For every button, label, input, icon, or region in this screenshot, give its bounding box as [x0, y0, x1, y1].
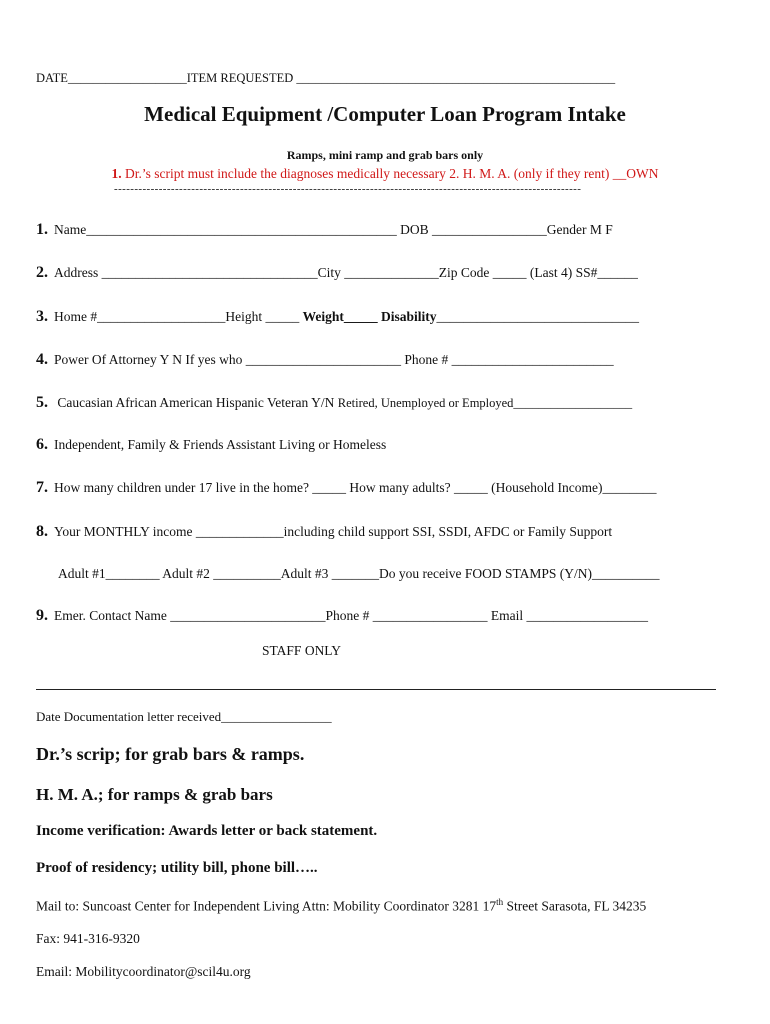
mail-sup: th [496, 897, 504, 907]
field-home-height-weight[interactable] [36, 308, 639, 326]
q5-a: Caucasian African American Hispanic Veteran Y/N [54, 395, 338, 410]
mail-before: Mail to: Suncoast Center for Independent Living Attn: Mobility Coordinator 3281 17 [36, 898, 497, 914]
note-hma: H. M. A.; for ramps & grab bars [36, 785, 273, 804]
separator: ------------------------------------------------------------------------------------------------------------------- [114, 183, 582, 195]
note-income-verification: Income verification: Awards letter or back statement. [36, 823, 378, 839]
field-name-dob-gender[interactable] [36, 221, 613, 239]
field-ethnicity-status[interactable] [36, 394, 632, 412]
q3-a: Home #___________________Height _____ [54, 309, 303, 324]
q7-text: How many children under 17 live in the home? _____ How many adults? _____ (Household Income)________ [54, 480, 657, 495]
fax-number: Fax: 941-316-9320 [36, 931, 140, 946]
date-item-line[interactable]: DATE___________________ITEM REQUESTED ___________________________________________________ [36, 71, 616, 85]
q5-num: 5. [36, 394, 48, 411]
field-emergency-contact[interactable] [36, 607, 648, 625]
q4-text: Power Of Attorney Y N If yes who _______________________ Phone # ________________________ [54, 352, 614, 367]
q7-num: 7. [36, 479, 48, 496]
q8-num: 8. [36, 523, 48, 540]
q4-num: 4. [36, 351, 48, 368]
note-proof-residency: Proof of residency; utility bill, phone bill….. [36, 860, 318, 876]
field-power-of-attorney[interactable] [36, 351, 614, 369]
q1-num: 1. [36, 221, 48, 238]
staff-only-label: STAFF ONLY [262, 643, 341, 658]
field-household[interactable] [36, 479, 657, 497]
mail-after: Street Sarasota, FL 34235 [503, 898, 647, 914]
requirement-text: Dr.’s script must include the diagnoses medically necessary 2. H. M. A. (only if they rent) __OWN [121, 166, 659, 181]
q1-text: Name______________________________________________ DOB _________________Gender M F [54, 222, 613, 237]
subtitle: Ramps, mini ramp and grab bars only [286, 148, 484, 162]
email-address[interactable]: Email: Mobilitycoordinator@scil4u.org [36, 964, 251, 979]
field-address[interactable] [36, 264, 638, 282]
q6-num: 6. [36, 436, 48, 453]
q9-text: Emer. Contact Name _______________________Phone # _________________ Email __________________ [54, 608, 648, 623]
q6-text: Independent, Family & Friends Assistant Living or Homeless [54, 437, 387, 452]
page-title: Medical Equipment /Computer Loan Program Intake [144, 102, 626, 126]
q2-text: Address ________________________________City ______________Zip Code _____ (Last 4) SS#______ [54, 265, 638, 280]
mail-address [36, 897, 646, 915]
note-dr-script: Dr.’s scrip; for grab bars & ramps. [36, 744, 305, 764]
q3-b: Weight_____ Disability [302, 309, 437, 324]
q5-b: Retired, Unemployed or Employed___________________ [337, 396, 633, 410]
q9-num: 9. [36, 607, 48, 624]
requirement-num: 1. [111, 166, 122, 181]
field-monthly-income[interactable] [36, 523, 612, 541]
requirement-note [0, 166, 770, 182]
field-adults-food-stamps[interactable]: Adult #1________ Adult #2 __________Adult #3 _______Do you receive FOOD STAMPS (Y/N)__________ [58, 566, 660, 581]
q8-text: Your MONTHLY income _____________including child support SSI, SSDI, AFDC or Family Support [54, 524, 613, 539]
q2-num: 2. [36, 264, 48, 281]
divider-line [36, 689, 716, 690]
q3-c: ______________________________ [436, 309, 640, 324]
date-documentation-field[interactable]: Date Documentation letter received_________________ [36, 709, 332, 724]
q3-num: 3. [36, 308, 48, 325]
field-living-situation[interactable] [36, 436, 386, 454]
